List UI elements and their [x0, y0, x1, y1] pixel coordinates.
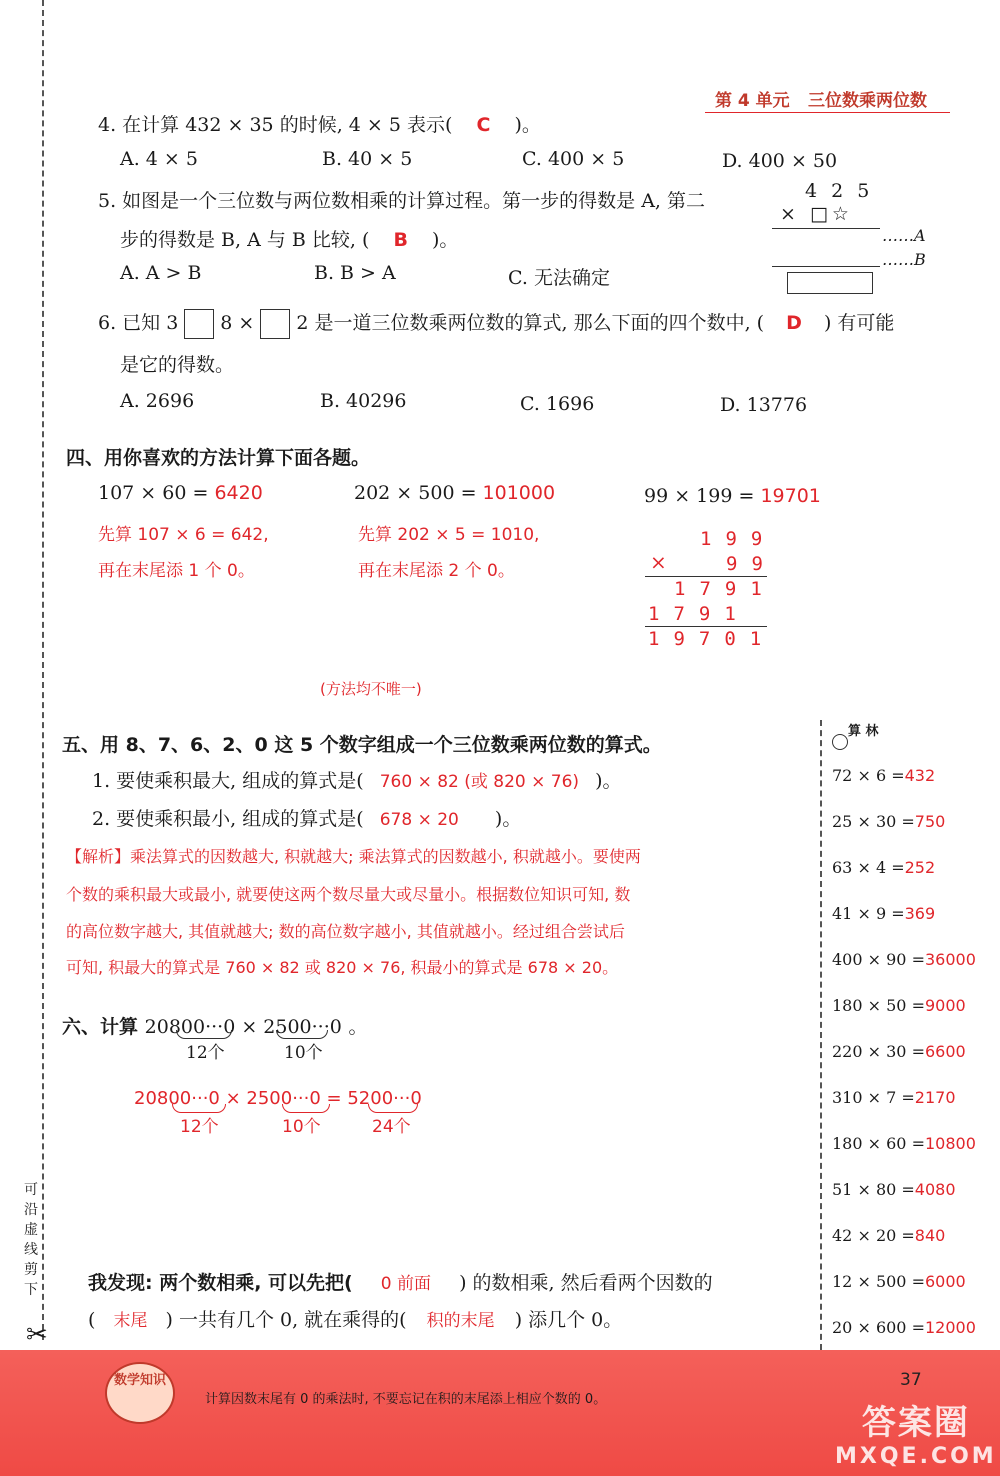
- mental-item: 180 × 60 =10800: [832, 1134, 976, 1153]
- mental-item: 51 × 80 =4080: [832, 1180, 956, 1199]
- mental-item: 20 × 600 =12000: [832, 1318, 976, 1337]
- mental-item: 25 × 30 =750: [832, 812, 946, 831]
- sec4-item1: 107 × 60 = 6420: [98, 482, 263, 504]
- mental-title: 算 林: [848, 724, 879, 739]
- vert-row2: 99: [726, 553, 777, 575]
- sec5-analysis-line4: 可知, 积最大的算式是 760 × 82 或 820 × 76, 积最小的算式是 678 × 20。: [66, 958, 619, 977]
- page-number: 37: [900, 1370, 922, 1390]
- sec4-item1-note1: 先算 107 × 6 = 642,: [98, 525, 269, 545]
- q4-option-b: B. 40 × 5: [322, 148, 413, 170]
- sec4-item3: 99 × 199 = 19701: [644, 485, 821, 507]
- cut-hint: 可沿虚线剪下: [24, 1182, 38, 1298]
- mental-item: 180 × 50 =9000: [832, 996, 966, 1015]
- q5-figure-label-a: ……A: [882, 226, 926, 245]
- discovery-blank3: 积的末尾: [426, 1311, 495, 1331]
- q6-option-d: D. 13776: [720, 394, 808, 416]
- mental-item: 72 × 6 =432: [832, 766, 936, 785]
- mental-item: 41 × 9 =369: [832, 904, 936, 923]
- q4-stem: 4. 在计算 432 × 35 的时候, 4 × 5 表示( C )。: [98, 114, 541, 136]
- mental-item: 310 × 7 =2170: [832, 1088, 956, 1107]
- q5-figure-line2: [772, 266, 880, 267]
- footer-tip: 计算因数末尾有 0 的乘法时, 不要忘记在积的末尾添上相应个数的 0。: [205, 1392, 607, 1407]
- sec6-count1: 12个: [186, 1043, 225, 1063]
- discovery-line1: 我发现: 两个数相乘, 可以先把( 0 前面 ) 的数相乘, 然后看两个因数的: [88, 1272, 713, 1294]
- q4-option-a: A. 4 × 5: [120, 148, 198, 170]
- q6-option-c: C. 1696: [520, 393, 595, 415]
- header-underline: [705, 112, 950, 113]
- q6-stem-line2: 是它的得数。: [120, 354, 235, 376]
- q6-blank-box-1: [184, 309, 214, 339]
- sec4-item1-note2: 再在末尾添 1 个 0。: [98, 561, 255, 581]
- sec5-q2-answer: 678 × 20: [379, 810, 459, 830]
- sec6-answer: 20800···0 × 2500···0 = 5200···0: [134, 1088, 422, 1109]
- q5-stem-line1: 5. 如图是一个三位数与两位数相乘的计算过程。第一步的得数是 A, 第二: [98, 190, 706, 212]
- sec5-title: 五、用 8、7、6、2、0 这 5 个数字组成一个三位数乘两位数的算式。: [62, 734, 662, 756]
- sec4-item2-note1: 先算 202 × 5 = 1010,: [358, 525, 540, 545]
- q4-option-c: C. 400 × 5: [522, 148, 625, 170]
- scissors-icon: ✂: [26, 1320, 48, 1350]
- q6-stem: 6. 已知 3 8 × 2 是一道三位数乘两位数的算式, 那么下面的四个数中, ( D ) 有可能: [98, 308, 894, 339]
- sec6-title: 六、计算 20800···0 × 2500···0 。: [62, 1016, 368, 1038]
- mental-item: 63 × 4 =252: [832, 858, 936, 877]
- sec5-analysis-line1: 【解析】乘法算式的因数越大, 积就越大; 乘法算式的因数越小, 积就越小。要使两: [66, 847, 641, 866]
- sec6-answer-count2: 10个: [282, 1117, 321, 1137]
- mental-title-icon: [832, 734, 848, 750]
- q5-figure-line1: [772, 228, 880, 229]
- sec5-q1-answer: 760 × 82 (或 820 × 76): [379, 772, 580, 792]
- discovery-blank2: 末尾: [113, 1311, 148, 1331]
- q5-figure-box: [787, 272, 873, 294]
- mental-item: 400 × 90 =36000: [832, 950, 976, 969]
- q5-option-a: A. A > B: [120, 262, 202, 284]
- q5-figure-mult: × □☆: [780, 203, 853, 225]
- vert-line1: [645, 576, 767, 577]
- q5-option-b: B. B > A: [314, 262, 396, 284]
- q4-option-d: D. 400 × 50: [722, 150, 838, 172]
- sec6-answer-count3: 24个: [372, 1117, 411, 1137]
- unit-title: 三位数乘两位数: [808, 91, 927, 111]
- q6-blank-box-2: [260, 309, 290, 339]
- q6-option-a: A. 2696: [120, 390, 195, 412]
- q6-option-b: B. 40296: [320, 390, 407, 412]
- cut-line-left: [42, 0, 44, 1340]
- q5-figure-top: 4 2 5: [805, 180, 874, 202]
- footer-bubble: 数学知识: [105, 1362, 175, 1424]
- q5-answer: B: [393, 229, 408, 251]
- sec5-q2: 2. 要使乘积最小, 组成的算式是( 678 × 20 )。: [92, 808, 522, 830]
- sec4-method-note: (方法均不唯一): [320, 680, 422, 698]
- q4-answer: C: [476, 114, 491, 136]
- sec6-count2: 10个: [284, 1043, 323, 1063]
- unit-label: 第 4 单元: [715, 91, 790, 111]
- vert-row3: 1791: [674, 578, 776, 600]
- vert-mult-sign: ×: [650, 550, 667, 574]
- q5-figure-label-b: ……B: [882, 250, 926, 269]
- q6-answer: D: [786, 312, 802, 334]
- mental-item: 42 × 20 =840: [832, 1226, 946, 1245]
- discovery-blank1: 0 前面: [380, 1274, 432, 1294]
- sec6-answer-count1: 12个: [180, 1117, 219, 1137]
- mental-item: 12 × 500 =6000: [832, 1272, 966, 1291]
- cut-line-right: [820, 720, 822, 1350]
- sec4-title: 四、用你喜欢的方法计算下面各题。: [66, 447, 371, 469]
- sec5-q1: 1. 要使乘积最大, 组成的算式是( 760 × 82 (或 820 × 76) )。: [92, 770, 622, 792]
- mental-item: 220 × 30 =6600: [832, 1042, 966, 1061]
- sec4-item2: 202 × 500 = 101000: [354, 482, 556, 504]
- vert-row1: 199: [700, 528, 777, 550]
- sec5-analysis-line2: 个数的乘积最大或最小, 就要使这两个数尽量大或尽量小。根据数位知识可知, 数: [66, 885, 631, 904]
- sec4-item2-note2: 再在末尾添 2 个 0。: [358, 561, 515, 581]
- q5-stem-line2: 步的得数是 B, A 与 B 比较, ( B )。: [120, 229, 459, 251]
- watermark: 答案圈 MXQE.COM: [835, 1403, 997, 1469]
- q5-option-c: C. 无法确定: [508, 267, 610, 289]
- vert-row4: 1791: [648, 603, 750, 625]
- discovery-line2: ( 末尾 ) 一共有几个 0, 就在乘得的( 积的末尾 ) 添几个 0。: [88, 1309, 623, 1331]
- vert-row5: 19701: [648, 628, 776, 650]
- vert-line2: [645, 626, 767, 627]
- sec5-analysis-line3: 的高位数字越大, 其值就越大; 数的高位数字越小, 其值就越小。经过组合尝试后: [66, 922, 625, 941]
